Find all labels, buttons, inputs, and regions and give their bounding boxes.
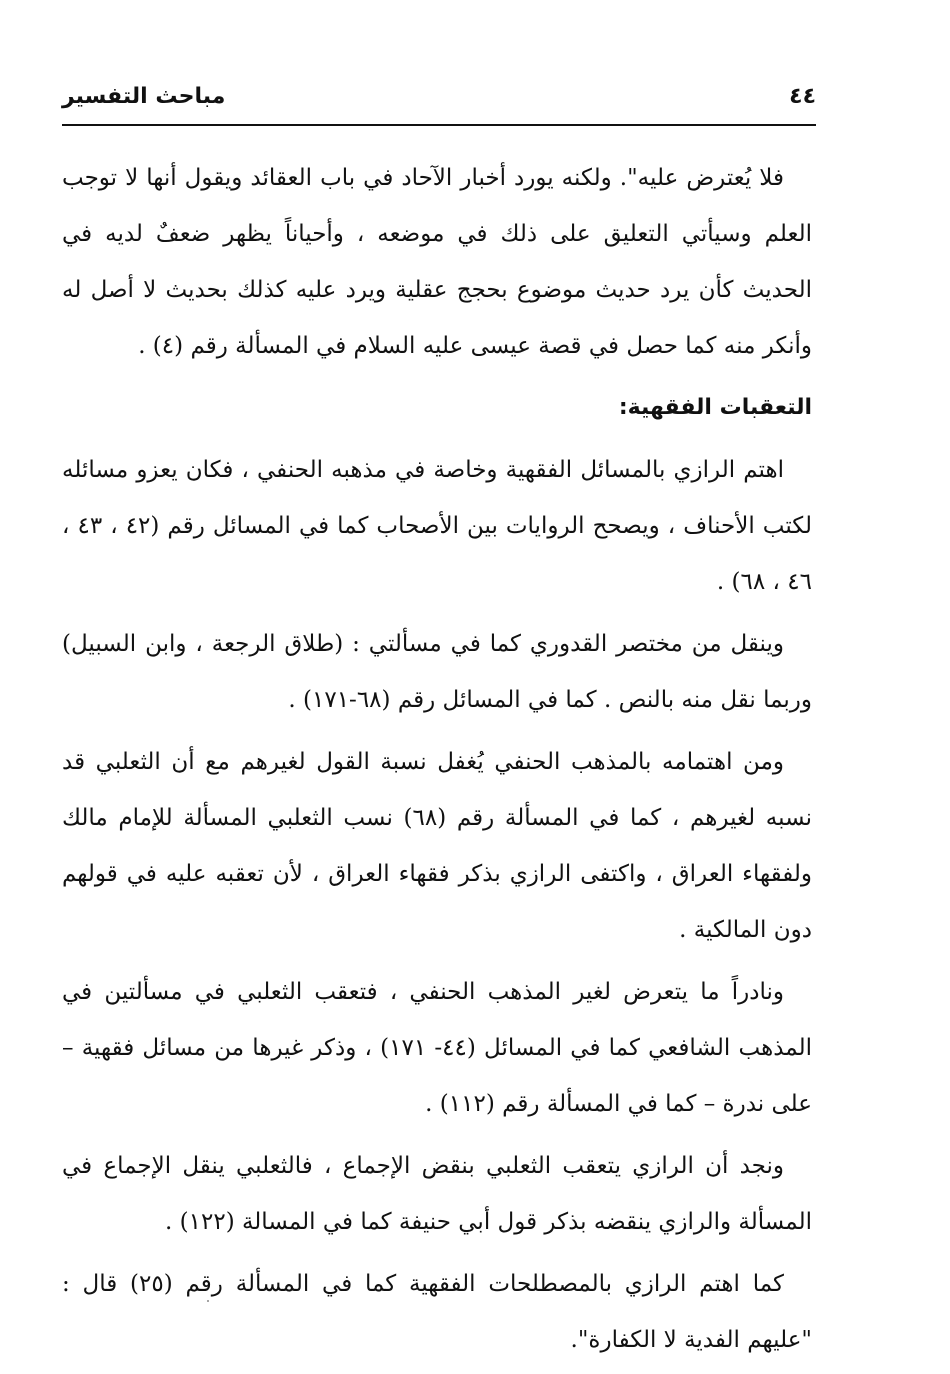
paragraph: ونجد أن الرازي يتعقب الثعلبي بنقض الإجماع ، فالثعلبي ينقل الإجماع في المسألة والرازي ينقضه بذكر قول أبي حنيفة كما في المسالة (١٢٢) .	[62, 1153, 812, 1235]
paragraph-continued: فلا يُعترض عليه". ولكنه يورد أخبار الآحاد في باب العقائد ويقول أنها لا توجب العلم وسيأتي التعليق على ذلك في موضعه ، وأحياناً يظهر ضعفٌ لديه في الحديث كأن يرد حديث موضوع بحجج عقلية ويرد عليه كذلك بحديث لا أصل له وأنكر منه كما حصل في قصة عيسى عليه السلام في المسألة رقم (٤) .	[62, 165, 812, 359]
paragraph: ومن اهتمامه بالمذهب الحنفي يُغفل نسبة القول لغيرهم مع أن الثعلبي قد نسبه لغيرهم ، كما في المسألة رقم (٦٨) نسب الثعلبي المسألة للإمام مالك ولفقهاء العراق ، واكتفى الرازي بذكر فقهاء العراق ، لأن تعقبه عليه في قولهم دون المالكية .	[62, 749, 812, 943]
paragraph: وينقل من مختصر القدوري كما في مسألتي : (طلاق الرجعة ، وابن السبيل) وربما نقل منه بالنص . كما في المسائل رقم (٦٨-١٧١) .	[62, 631, 812, 713]
paragraph: اهتم الرازي بالمسائل الفقهية وخاصة في مذهبه الحنفي ، فكان يعزو مسائله لكتب الأحناف ، ويصحح الروايات بين الأصحاب كما في المسائل رقم (٤٢ ، ٤٣ ، ٤٦ ، ٦٨) .	[62, 457, 813, 595]
header-divider	[62, 124, 816, 126]
paragraph: كما اهتم الرازي بالمصطلحات الفقهية كما في المسألة رقم (٢٥) قال : "عليهم الفدية لا الكفارة".	[62, 1271, 812, 1353]
running-header	[62, 80, 816, 120]
section-heading: التعقبات الفقهية:	[618, 395, 812, 420]
scan-speck	[207, 1300, 209, 1302]
running-title: مباحث التفسير	[62, 84, 226, 109]
paragraph: ونادراً ما يتعرض لغير المذهب الحنفي ، فتعقب الثعلبي في مسألتين في المذهب الشافعي كما في المسائل (٤٤- ١٧١) ، وذكر غيرها من مسائل فقهية – على ندرة – كما في المسألة رقم (١١٢) .	[62, 979, 812, 1117]
page-body	[62, 150, 812, 1374]
page-number: ٤٤	[789, 84, 816, 109]
